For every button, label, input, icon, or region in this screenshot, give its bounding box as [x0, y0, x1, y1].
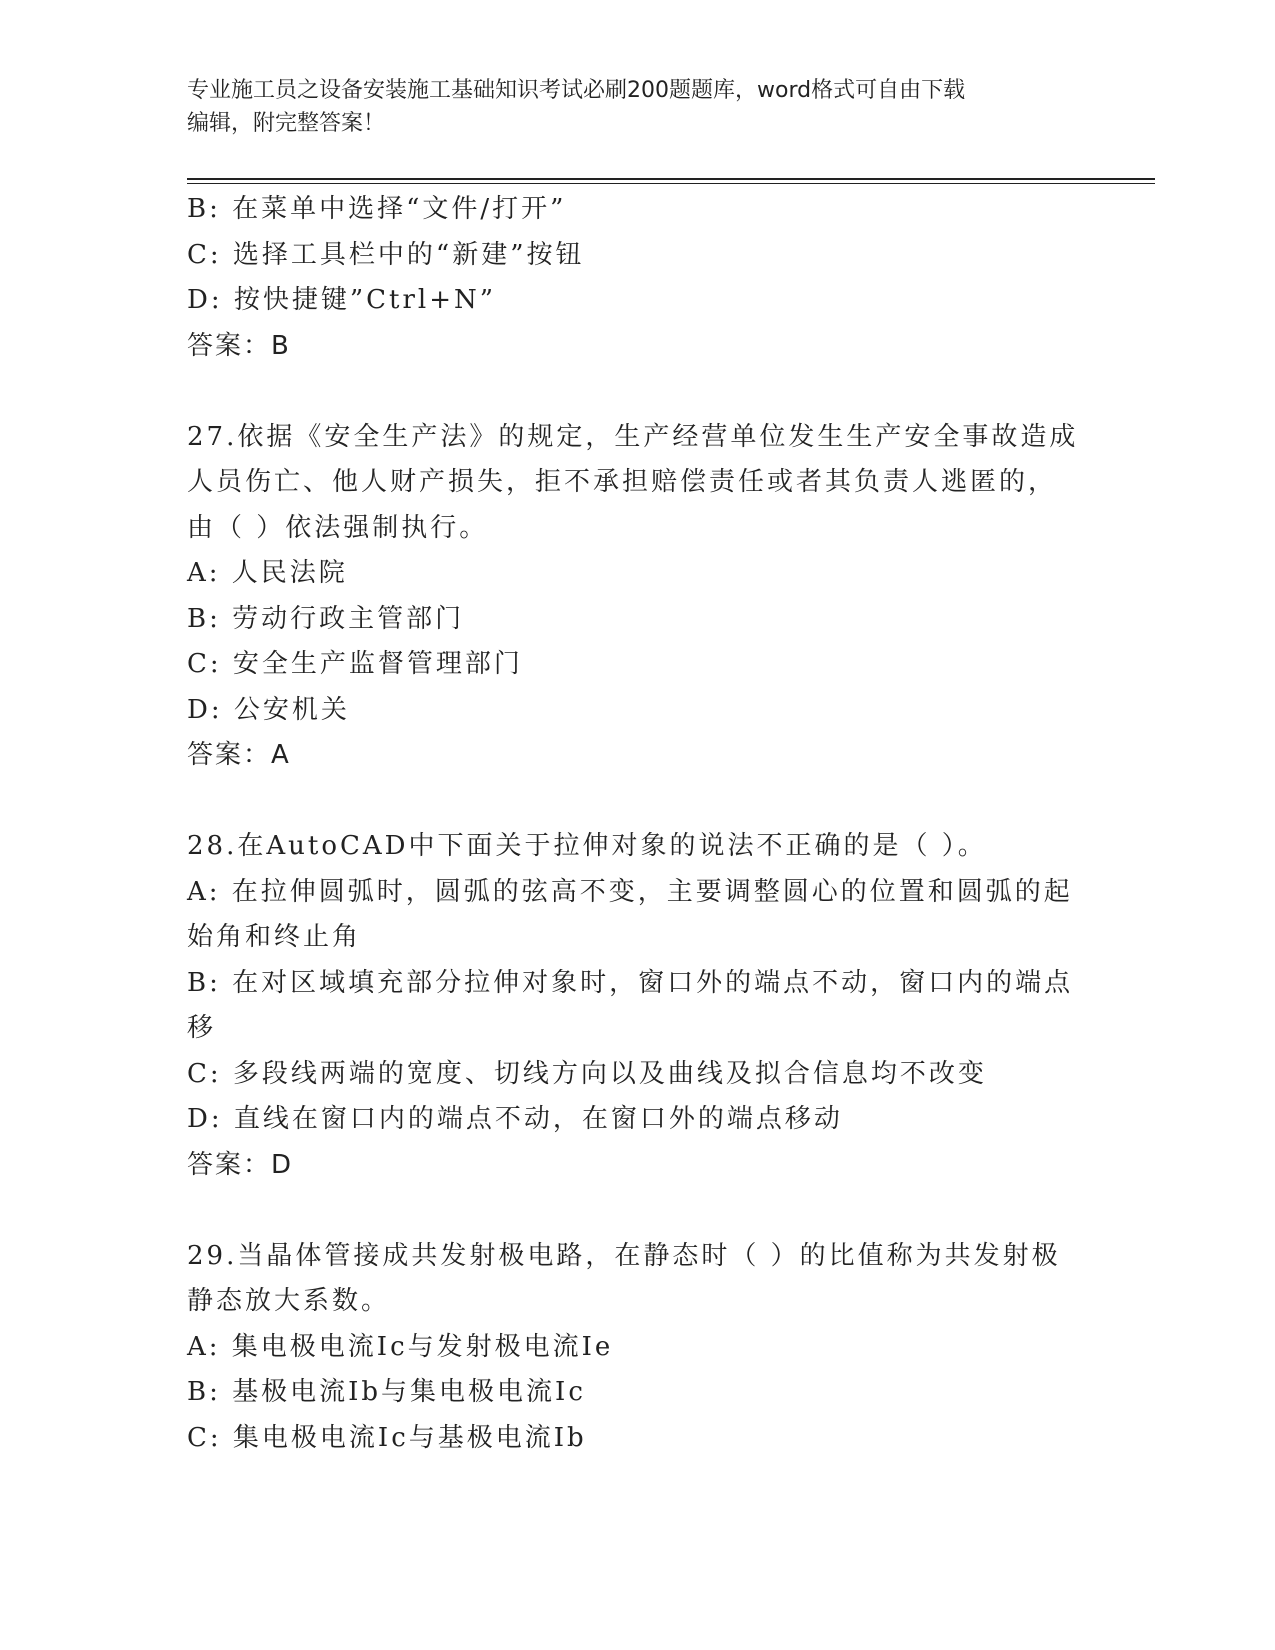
q27-option-a: A: 人民法院: [187, 558, 348, 588]
q27-stem-line-1: 27.依据《安全生产法》的规定，生产经营单位发生生产安全事故造成: [187, 421, 1079, 452]
header-title-line-2: 编辑，附完整答案！: [187, 111, 386, 136]
q28-option-b-line-2: 移: [187, 1013, 217, 1043]
q27-stem-line-2: 人员伤亡、他人财产损失，拒不承担赔偿责任或者其负责人逃匿的，: [187, 467, 1058, 497]
question-27: [187, 415, 1087, 779]
spacer: [187, 369, 1087, 415]
q29-option-b: B: 基极电流Ib与集电极电流Ic: [187, 1377, 586, 1407]
q27-option-c: C: 安全生产监督管理部门: [187, 649, 523, 679]
spacer: [187, 1188, 1087, 1234]
q28-option-c: C: 多段线两端的宽度、切线方向以及曲线及拟合信息均不改变: [187, 1058, 987, 1089]
q26-option-c: C: 选择工具栏中的“新建”按钮: [187, 239, 585, 270]
q27-option-b: B: 劳动行政主管部门: [187, 603, 465, 634]
q26-option-d: D: 按快捷键”Ctrl+N”: [187, 285, 497, 315]
q27-stem-line-3: 由（ ）依法强制执行。: [187, 512, 489, 543]
q28-stem: 28.在AutoCAD中下面关于拉伸对象的说法不正确的是（ ）。: [187, 831, 987, 861]
question-28: [187, 824, 1087, 1188]
question-list: [187, 187, 1087, 1461]
q29-stem-line-2: 静态放大系数。: [187, 1286, 391, 1316]
spacer: [187, 779, 1087, 825]
q29-option-a: A: 集电极电流Ic与发射极电流Ie: [187, 1331, 614, 1362]
question-26-tail: [187, 187, 1087, 369]
q26-option-b: B: 在菜单中选择“文件/打开”: [187, 194, 567, 224]
header-title-line-1: 专业施工员之设备安装施工基础知识考试必刷200题题库，word格式可自由下载: [187, 78, 966, 103]
page-header: [187, 74, 1067, 140]
question-29: [187, 1234, 1087, 1462]
q27-option-d: D: 公安机关: [187, 694, 350, 725]
q28-option-a-line-2: 始角和终止角: [187, 922, 362, 952]
q29-option-c: C: 集电极电流Ic与基极电流Ib: [187, 1422, 587, 1453]
q27-answer: 答案：A: [187, 740, 291, 770]
q28-option-d: D: 直线在窗口内的端点不动，在窗口外的端点移动: [187, 1104, 843, 1134]
q28-option-a-line-1: A: 在拉伸圆弧时，圆弧的弦高不变，主要调整圆心的位置和圆弧的起: [187, 876, 1073, 907]
q28-option-b-line-1: B: 在对区域填充部分拉伸对象时，窗口外的端点不动，窗口内的端点: [187, 967, 1074, 998]
header-divider-thin: [187, 183, 1155, 184]
header-divider-thick: [187, 178, 1155, 180]
q26-answer: 答案：B: [187, 330, 291, 361]
q28-answer: 答案：D: [187, 1149, 294, 1180]
q29-stem-line-1: 29.当晶体管接成共发射极电路，在静态时（ ）的比值称为共发射极: [187, 1240, 1061, 1271]
